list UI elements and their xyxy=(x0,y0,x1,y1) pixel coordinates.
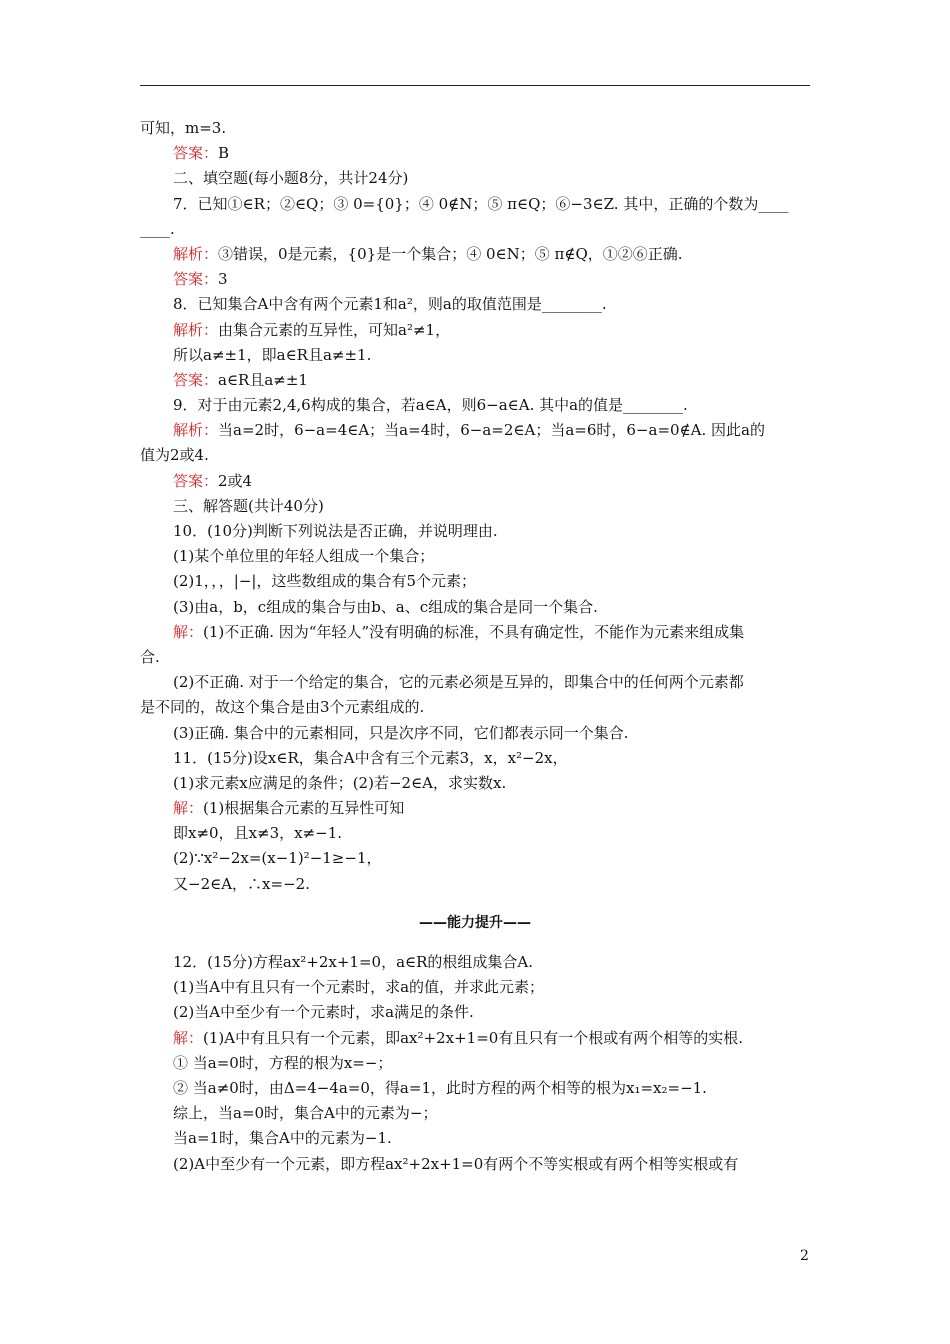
analysis-line: 解析：当a=2时，6−a=4∈A；当a=4时，6−a=2∈A；当a=6时，6−a=0∉A. 因此a的 xyxy=(173,421,765,440)
answer-label: 答案： xyxy=(173,370,219,389)
analysis-label: 解析： xyxy=(173,320,219,339)
question-12: 12．(15分)方程ax²+2x+1=0，a∈R的根组成集合A. xyxy=(173,953,534,971)
header-rule xyxy=(140,85,810,86)
text-line: 当a=1时，集合A中的元素为−1. xyxy=(173,1129,392,1148)
text-line: 即x≠0，且x≠3，x≠−1. xyxy=(173,824,343,843)
question-7: 7．已知①∈R；②∈Q；③ 0={0}；④ 0∉N；⑤ π∈Q；⑥−3∈Z. 其中，正确的个数为____ xyxy=(173,194,789,213)
text-line: (2)∵x²−2x=(x−1)²−1≥−1， xyxy=(173,849,382,868)
text-line: 综上，当a=0时，集合A中的元素为−； xyxy=(173,1104,438,1123)
solution-label: 解： xyxy=(173,799,204,818)
section-title: 二、填空题(每小题8分，共计24分) xyxy=(173,169,409,188)
solution-line: 解：(1)不正确. 因为“年轻人”没有明确的标准，不具有确定性，不能作为元素来组成集 xyxy=(173,622,745,641)
question-9: 9．对于由元素2,4,6构成的集合，若a∈A，则6−a∈A. 其中a的值是________. xyxy=(173,396,688,415)
text-line: 值为2或4. xyxy=(140,446,209,465)
page-number: 2 xyxy=(800,1248,809,1264)
question-10: 10．(10分)判断下列说法是否正确，并说明理由. xyxy=(173,522,498,540)
analysis-line: 解析：③错误，0是元素，{0}是一个集合；④ 0∈N；⑤ π∉Q，①②⑥正确. xyxy=(173,244,683,263)
text-line: 可知，m=3. xyxy=(140,119,227,137)
text-line: (1)当A中有且只有一个元素时，求a的值，并求此元素； xyxy=(173,978,545,997)
text-line: (3)正确. 集合中的元素相同，只是次序不同，它们都表示同一个集合. xyxy=(173,723,629,742)
answer-label: 答案： xyxy=(173,471,219,490)
text-line: (2)A中至少有一个元素，即方程ax²+2x+1=0有两个不等实根或有两个相等实根或有 xyxy=(173,1154,739,1173)
question-11: 11．(15分)设x∈R，集合A中含有三个元素3，x，x²−2x， xyxy=(173,748,568,767)
analysis-line: 解析：由集合元素的互异性，可知a²≠1， xyxy=(173,320,451,339)
solution-line: 解：(1)A中有且只有一个元素，即ax²+2x+1=0有且只有一个根或有两个相等的实根. xyxy=(173,1028,744,1047)
question-8: 8．已知集合A中含有两个元素1和a²，则a的取值范围是________. xyxy=(173,295,607,314)
answer-line: 答案：3 xyxy=(173,270,228,289)
section-heading: ——能力提升—— xyxy=(419,914,531,931)
solution-label: 解： xyxy=(173,1028,204,1047)
text-line: 又−2∈A，∴x=−2. xyxy=(173,874,310,893)
answer-line: 答案：B xyxy=(173,144,230,163)
text-line: 是不同的，故这个集合是由3个元素组成的. xyxy=(140,698,425,717)
text-line: (2)1，，，|−|，这些数组成的集合有5个元素； xyxy=(173,572,477,591)
text-line: (2)当A中至少有一个元素时，求a满足的条件. xyxy=(173,1003,474,1022)
solution-label: 解： xyxy=(173,622,204,641)
text-line: ② 当a≠0时，由Δ=4−4a=0，得a=1，此时方程的两个相等的根为x₁=x₂=−1. xyxy=(173,1078,707,1097)
document-body xyxy=(140,116,810,1177)
answer-label: 答案： xyxy=(173,270,219,289)
text-line: 所以a≠±1，即a∈R且a≠±1. xyxy=(173,345,372,364)
text-line: (2)不正确. 对于一个给定的集合，它的元素必须是互异的，即集合中的任何两个元素都 xyxy=(173,673,744,692)
answer-label: 答案： xyxy=(173,144,219,163)
section-title: 三、解答题(共计40分) xyxy=(173,496,324,515)
text-line: ① 当a=0时，方程的根为x=−； xyxy=(173,1053,393,1072)
text-line: (1)求元素x应满足的条件；(2)若−2∈A，求实数x. xyxy=(173,773,507,792)
text-line: (3)由a，b，c组成的集合与由b、a、c组成的集合是同一个集合. xyxy=(173,597,598,616)
question-7-blank: ____. xyxy=(140,219,175,238)
text-line: 合. xyxy=(140,647,160,666)
text-line: (1)某个单位里的年轻人组成一个集合； xyxy=(173,547,435,566)
solution-line: 解：(1)根据集合元素的互异性可知 xyxy=(173,799,405,818)
answer-line: 答案：2或4 xyxy=(173,471,253,490)
answer-line: 答案：a∈R且a≠±1 xyxy=(173,370,308,389)
analysis-label: 解析： xyxy=(173,244,219,263)
analysis-label: 解析： xyxy=(173,421,219,440)
